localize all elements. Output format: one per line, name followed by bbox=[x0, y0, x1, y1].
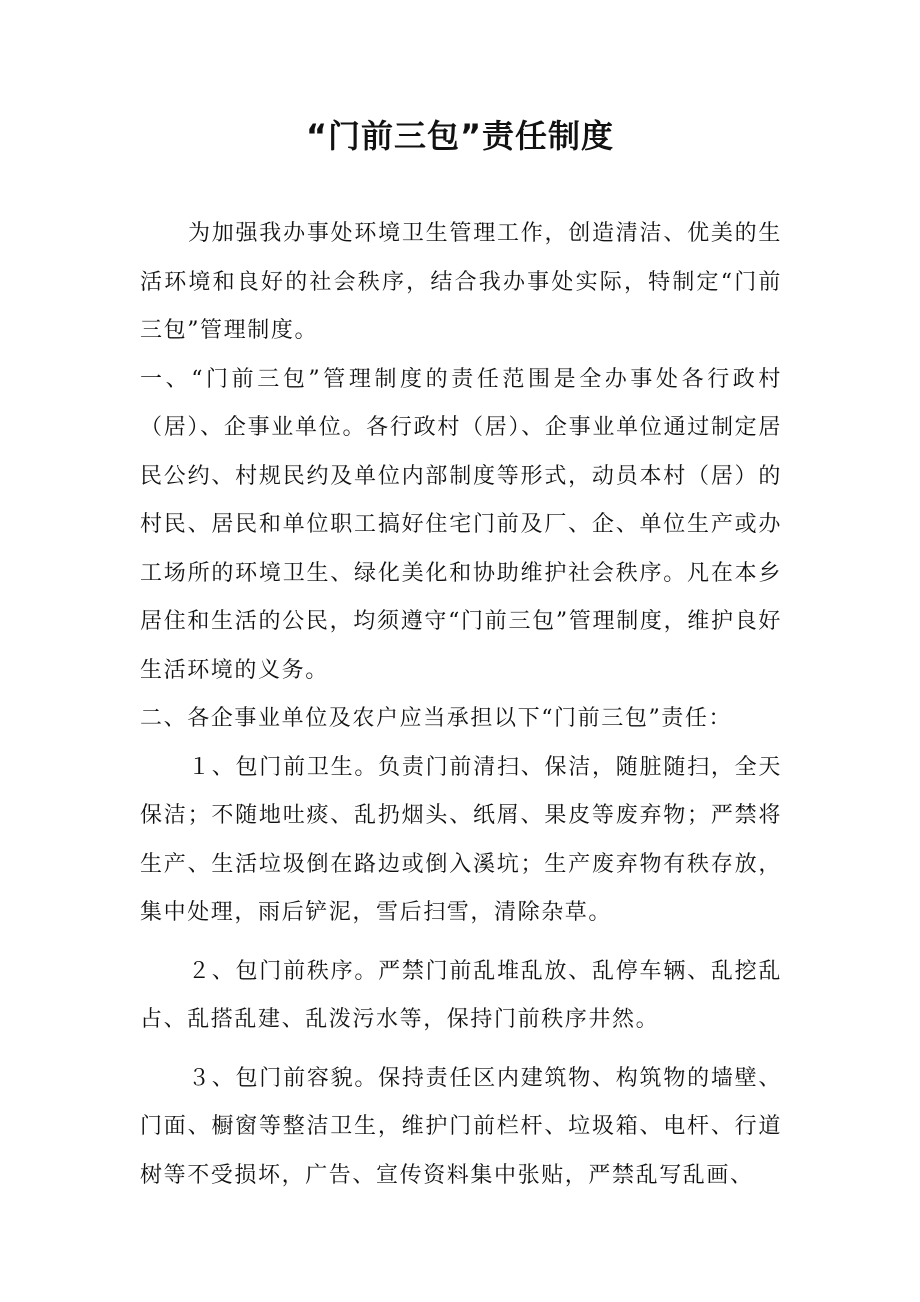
section-2-heading: 二、各企事业单位及农户应当承担以下“门前三包”责任： bbox=[140, 706, 733, 731]
item-1-paragraph: １、包门前卫生。负责门前清扫、保洁，随脏随扫，全天保洁；不随地吐痰、乱扔烟头、纸屑、果皮等废弃物；严禁将生产、生活垃圾倒在路边或倒入溪坑；生产废弃物有秩存放，集中处理，雨后铲泥，雪后扫雪，清除杂草。 bbox=[140, 754, 782, 925]
intro-paragraph: 为加强我办事处环境卫生管理工作，创造清洁、优美的生活环境和良好的社会秩序，结合我办事处实际，特制定“门前三包”管理制度。 bbox=[140, 221, 782, 343]
item-3-paragraph: ３、包门前容貌。保持责任区内建筑物、构筑物的墙壁、门面、橱窗等整洁卫生，维护门前栏杆、垃圾箱、电杆、行道树等不受损坏，广告、宣传资料集中张贴，严禁乱写乱画、 bbox=[140, 1065, 782, 1188]
item-2-paragraph: ２、包门前秩序。严禁门前乱堆乱放、乱停车辆、乱挖乱占、乱搭乱建、乱泼污水等，保持门前秩序井然。 bbox=[140, 958, 782, 1032]
section-1-paragraph: 一、“门前三包”管理制度的责任范围是全办事处各行政村（居）、企事业单位。各行政村（居）、企事业单位通过制定居民公约、村规民约及单位内部制度等形式，动员本村（居）的村民、居民和单位职工搞好住宅门前及厂、企、单位生产或办工场所的环境卫生、绿化美化和协助维护社会秩序。凡在本乡居住和生活的公民，均须遵守“门前三包”管理制度，维护良好生活环境的义务。 bbox=[140, 366, 782, 683]
document-title: “门前三包”责任制度 bbox=[305, 117, 615, 155]
document-body bbox=[140, 210, 782, 1200]
